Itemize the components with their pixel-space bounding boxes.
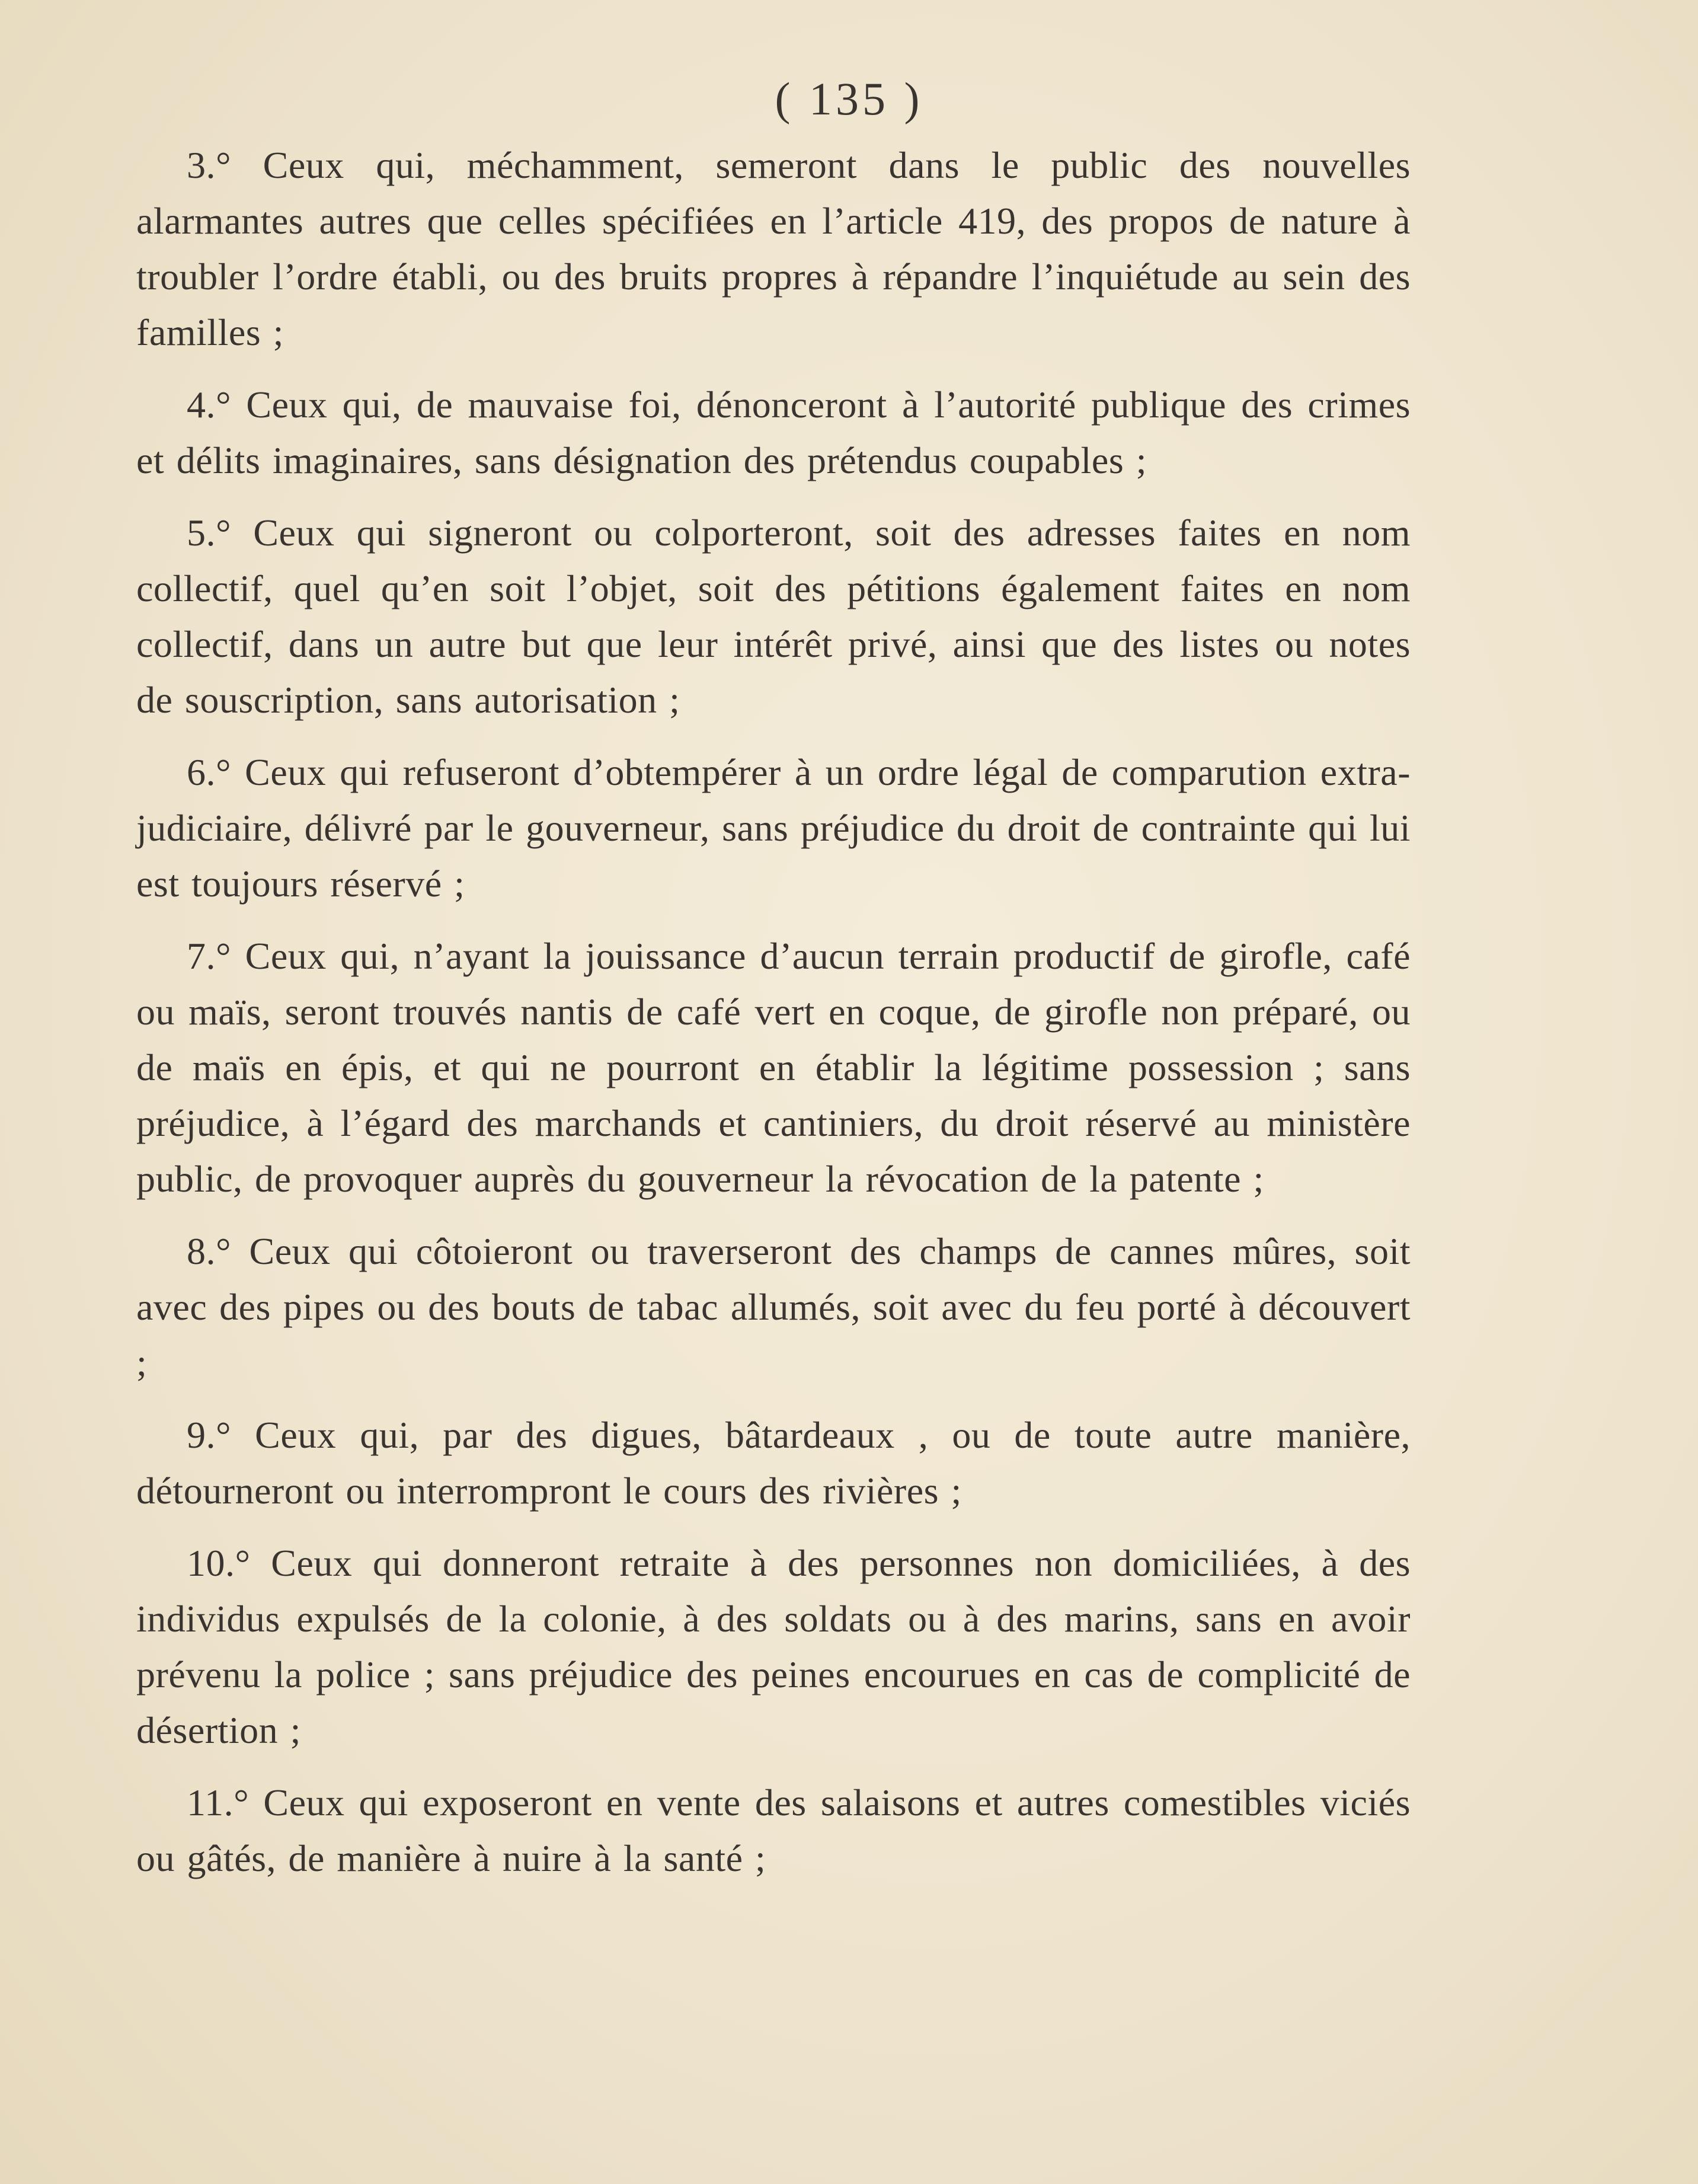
paragraph-3: 3.° Ceux qui, méchamment, semeront dans le public des nouvelles alarmantes autres que celles spécifiées en l’article 419, des propos de nature à troubler l’ordre établi, ou des bruits propres à répandre l’inquiétude au sein des familles ;: [136, 144, 1411, 353]
paragraph-9: 9.° Ceux qui, par des digues, bâtardeaux , ou de toute autre manière, détourneront ou interrompront le cours des rivières ;: [136, 1414, 1411, 1512]
paragraph-10: 10.° Ceux qui donneront retraite à des personnes non domiciliées, à des individus expulsés de la colonie, à des soldats ou à des marins, sans en avoir prévenu la police ; sans préjudice des peines encourues en cas de complicité de désertion ;: [136, 1542, 1411, 1751]
paragraph-5: 5.° Ceux qui signeront ou colporteront, soit des adresses faites en nom collectif, quel qu’en soit l’objet, soit des pétitions également faites en nom collectif, dans un autre but que leur intérêt privé, ainsi que des listes ou notes de souscription, sans autorisation ;: [136, 512, 1411, 721]
article-list: [136, 138, 1411, 1903]
paragraph-6: 6.° Ceux qui refuseront d’obtempérer à un ordre légal de comparution extra-judiciaire, délivré par le gouverneur, sans préjudice du droit de contrainte qui lui est toujours réservé ;: [136, 751, 1411, 905]
paragraph-8: 8.° Ceux qui côtoieront ou traverseront des champs de cannes mûres, soit avec des pipes ou des bouts de tabac allumés, soit avec du feu porté à découvert ;: [136, 1230, 1411, 1384]
page-number: ( 135 ): [775, 73, 923, 124]
paragraph-11: 11.° Ceux qui exposeront en vente des salaisons et autres comestibles viciés ou gâtés, de manière à nuire à la santé ;: [136, 1781, 1411, 1879]
paragraph-4: 4.° Ceux qui, de mauvaise foi, dénonceront à l’autorité publique des crimes et délits imaginaires, sans désignation des prétendus coupables ;: [136, 384, 1411, 481]
paragraph-7: 7.° Ceux qui, n’ayant la jouissance d’aucun terrain productif de girofle, café ou maïs, seront trouvés nantis de café vert en coque, de girofle non préparé, ou de maïs en épis, et qui ne pourront en établir la légitime possession ; sans préjudice, à l’égard des marchands et cantiniers, du droit réservé au ministère public, de provoquer auprès du gouverneur la révocation de la patente ;: [136, 935, 1411, 1200]
